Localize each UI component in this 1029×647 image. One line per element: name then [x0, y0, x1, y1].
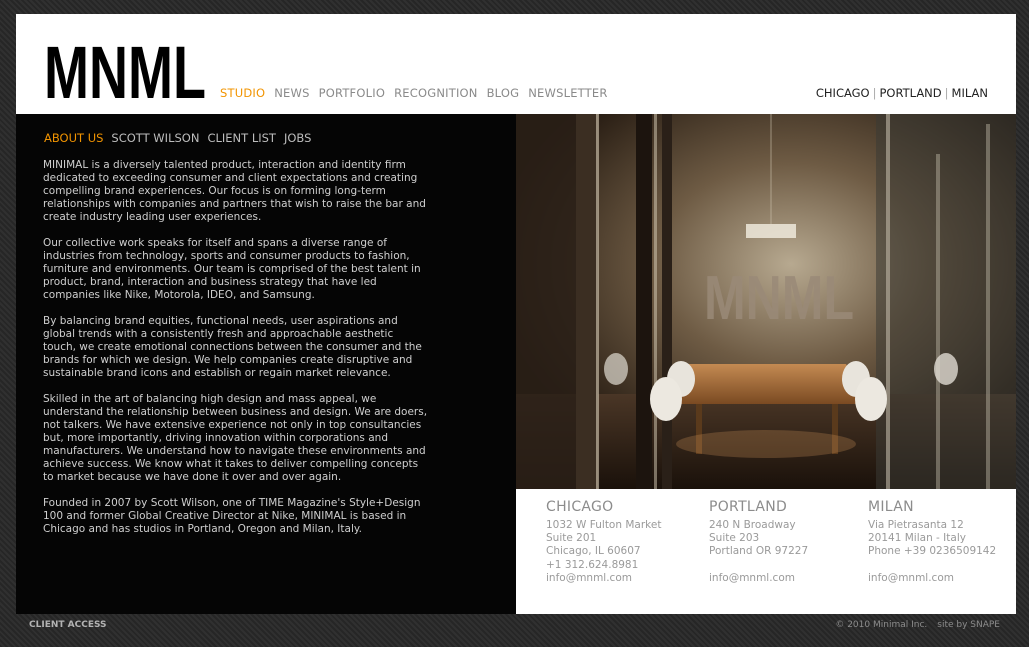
nav-news[interactable]: NEWS [274, 86, 310, 100]
about-paragraph: Our collective work speaks for itself and spans a diverse range of industries from technology, sports and consumer products to fashion, furniture and environments. Our team is comprised of the best talent in product, brand, interaction and business strategy that have led companies like Nike, Motorola, IDEO, and Samsung. [43, 237, 421, 301]
city-link-milan[interactable]: MILAN [951, 86, 988, 100]
about-paragraph: MINIMAL is a diversely talented product, interaction and identity firm dedicated to exceeding consumer and client expectations and creating compelling brand experiences. Our focus is on forming long-term relationships with companies and partners that wish to raise the bar and create industry leading user experiences. [43, 159, 426, 223]
office-milan [868, 499, 996, 585]
nav-blog[interactable]: BLOG [486, 86, 520, 100]
about-paragraph: By balancing brand equities, functional needs, user aspirations and global trends with a consistently fresh and approachable aesthetic touch, we create emotional connections between the consumer and the brands for which we design. We help companies create disruptive and sustainable brand icons and establish or regain market relevance. [43, 315, 422, 379]
logo-text: MNML [44, 44, 206, 100]
office-address-line: 20141 Milan - Italy [868, 532, 966, 545]
office-chicago [546, 499, 661, 585]
subnav-jobs[interactable]: JOBS [283, 131, 312, 145]
office-portland [709, 499, 808, 585]
office-address-line: Via Pietrasanta 12 [868, 519, 964, 531]
city-link-chicago[interactable]: CHICAGO [815, 86, 870, 100]
client-access-link[interactable]: CLIENT ACCESS [29, 620, 107, 630]
page-frame [16, 14, 1016, 614]
office-address-line: 240 N Broadway [709, 519, 796, 531]
main-nav [220, 86, 608, 100]
office-address-line: Portland OR 97227 [709, 545, 809, 558]
spacer [868, 559, 996, 572]
about-paragraph: Skilled in the art of balancing high design and mass appeal, we understand the relationship between business and design. We are doers, not talkers. We have extensive experience not only in top consultancies but, more importantly, driving innovation within corporations and manufacturers. We understand how to navigate these environments and achieve success. We know what it takes to deliver compelling concepts to market because we have done it over and over again. [43, 393, 428, 483]
contact-section [516, 489, 1016, 614]
site-credit-link[interactable]: site by SNAPE [937, 620, 1000, 630]
footer-credits [835, 620, 1000, 630]
studio-photo [516, 114, 1016, 489]
subnav-about-us[interactable]: ABOUT US [44, 131, 104, 145]
office-address-line: Chicago, IL 60607 [546, 545, 641, 558]
studio-photo-illustration [516, 114, 1016, 489]
office-email-link[interactable]: info@mnml.com [546, 571, 632, 584]
nav-studio[interactable]: STUDIO [220, 86, 266, 100]
office-email-link[interactable]: info@mnml.com [868, 571, 954, 584]
nav-newsletter[interactable]: NEWSLETTER [528, 86, 608, 100]
city-links [816, 86, 988, 100]
copyright-text: © 2010 Minimal Inc. [835, 620, 928, 630]
city-separator: | [944, 86, 949, 100]
about-paragraph: Founded in 2007 by Scott Wilson, one of TIME Magazine's Style+Design 100 and former Global Creative Director at Nike, MINIMAL is based in Chicago and has studios in Portland, Oregon and Milan, Italy. [43, 497, 421, 535]
nav-portfolio[interactable]: PORTFOLIO [318, 86, 386, 100]
city-separator: | [872, 86, 877, 100]
about-panel [16, 114, 516, 614]
office-phone: +1 312.624.8981 [546, 558, 639, 571]
nav-recognition[interactable]: RECOGNITION [394, 86, 478, 100]
mnml-logo[interactable] [44, 44, 206, 100]
sub-nav [44, 131, 311, 145]
office-address-line: Suite 203 [709, 532, 760, 545]
office-heading: MILAN [868, 499, 914, 515]
office-email-link[interactable]: info@mnml.com [709, 571, 795, 584]
city-link-portland[interactable]: PORTLAND [879, 86, 942, 100]
office-heading: PORTLAND [709, 499, 788, 515]
spacer [709, 559, 808, 572]
office-address-line: 1032 W Fulton Market [546, 519, 662, 531]
photo-sign-text: MNML [704, 264, 854, 333]
office-phone: Phone +39 0236509142 [868, 545, 997, 558]
subnav-scott-wilson[interactable]: SCOTT WILSON [111, 131, 200, 145]
office-address-line: Suite 201 [546, 532, 597, 545]
about-copy [43, 159, 428, 549]
subnav-client-list[interactable]: CLIENT LIST [207, 131, 276, 145]
header [16, 14, 1016, 114]
office-heading: CHICAGO [546, 499, 614, 515]
